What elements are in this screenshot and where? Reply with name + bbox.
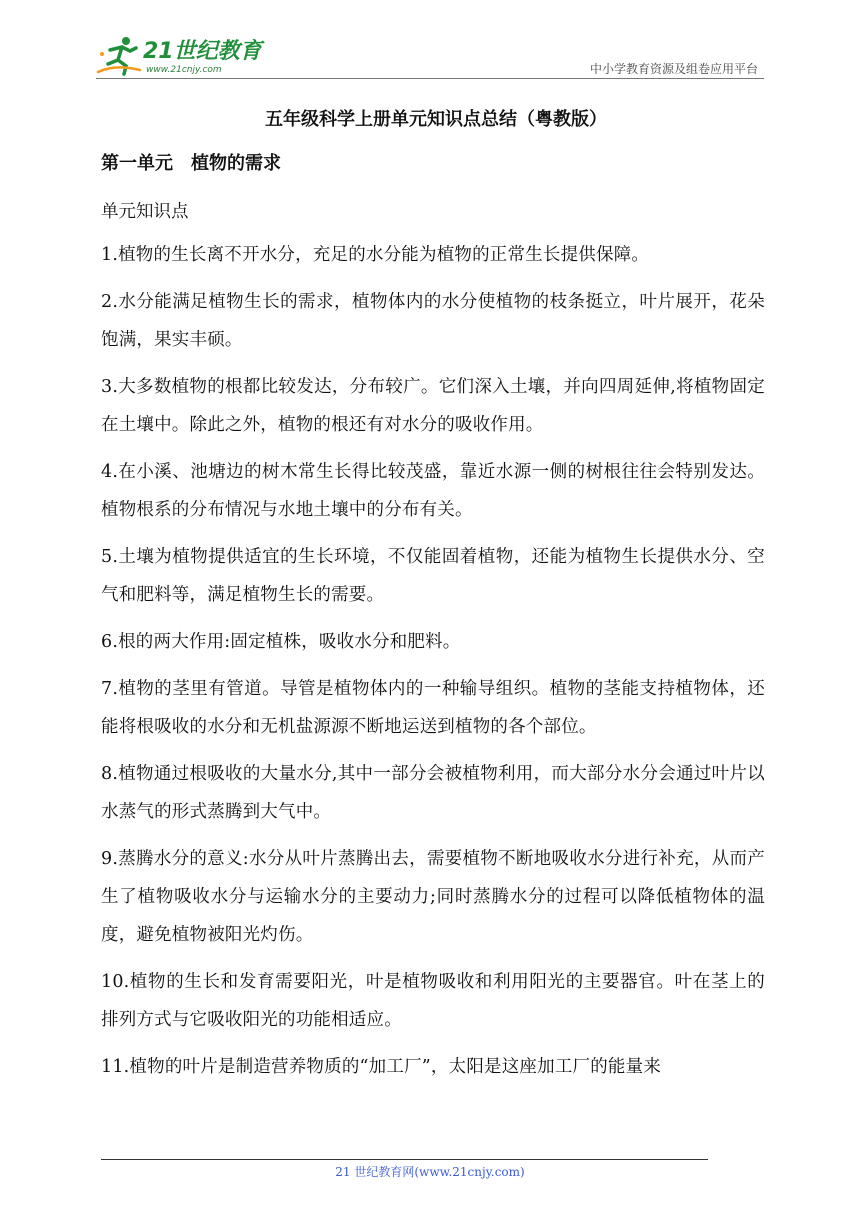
knowledge-point: 10.植物的生长和发育需要阳光，叶是植物吸收和利用阳光的主要器官。叶在茎上的排列方式与它吸收阳光的功能相适应。 xyxy=(101,972,765,1030)
knowledge-point: 9.蒸腾水分的意义:水分从叶片蒸腾出去，需要植物不断地吸收水分进行补充，从而产生了植物吸收水分与运输水分的主要动力;同时蒸腾水分的过程可以降低植物体的温度，避免植物被阳光灼伤。 xyxy=(101,849,765,945)
section-label: 单元知识点 xyxy=(101,202,189,222)
page-header xyxy=(96,34,764,80)
logo-url: www.21cnjy.com xyxy=(146,65,222,75)
unit-title: 第一单元 植物的需求 xyxy=(101,153,281,174)
knowledge-point: 1.植物的生长离不开水分，充足的水分能为植物的正常生长提供保障。 xyxy=(101,245,650,265)
knowledge-point: 8.植物通过根吸收的大量水分,其中一部分会被植物利用，而大部分水分会通过叶片以水蒸气的形式蒸腾到大气中。 xyxy=(101,764,765,822)
knowledge-point: 5.土壤为植物提供适宜的生长环境，不仅能固着植物，还能为植物生长提供水分、空气和肥料等，满足植物生长的需要。 xyxy=(101,547,765,605)
logo xyxy=(96,34,266,78)
runner-logo-icon xyxy=(96,34,144,78)
header-divider xyxy=(96,78,764,79)
footer-divider xyxy=(101,1159,708,1160)
knowledge-point: 11.植物的叶片是制造营养物质的“加工厂”，太阳是这座加工厂的能量来 xyxy=(101,1057,662,1077)
knowledge-point: 7.植物的茎里有管道。导管是植物体内的一种输导组织。植物的茎能支持植物体，还能将根吸收的水分和无机盐源源不断地运送到植物的各个部位。 xyxy=(101,679,765,737)
platform-tagline: 中小学教育资源及组卷应用平台 xyxy=(589,62,758,76)
document-title: 五年级科学上册单元知识点总结（粤教版） xyxy=(265,109,607,130)
knowledge-point: 3.大多数植物的根都比较发达，分布较广。它们深入土壤，并向四周延伸,将植物固定在土壤中。除此之外，植物的根还有对水分的吸收作用。 xyxy=(101,377,765,435)
footer-text: 21 世纪教育网(www.21cnjy.com) xyxy=(335,1165,525,1179)
logo-text: 21世纪教育 xyxy=(143,39,262,64)
knowledge-point: 6.根的两大作用:固定植株，吸收水分和肥料。 xyxy=(101,632,461,652)
knowledge-point: 2.水分能满足植物生长的需求，植物体内的水分使植物的枝条挺立，叶片展开，花朵饱满，果实丰硕。 xyxy=(101,292,765,350)
knowledge-point: 4.在小溪、池塘边的树木常生长得比较茂盛，靠近水源一侧的树根往往会特别发达。植物根系的分布情况与水地土壤中的分布有关。 xyxy=(101,462,765,520)
document-body xyxy=(101,100,765,1095)
